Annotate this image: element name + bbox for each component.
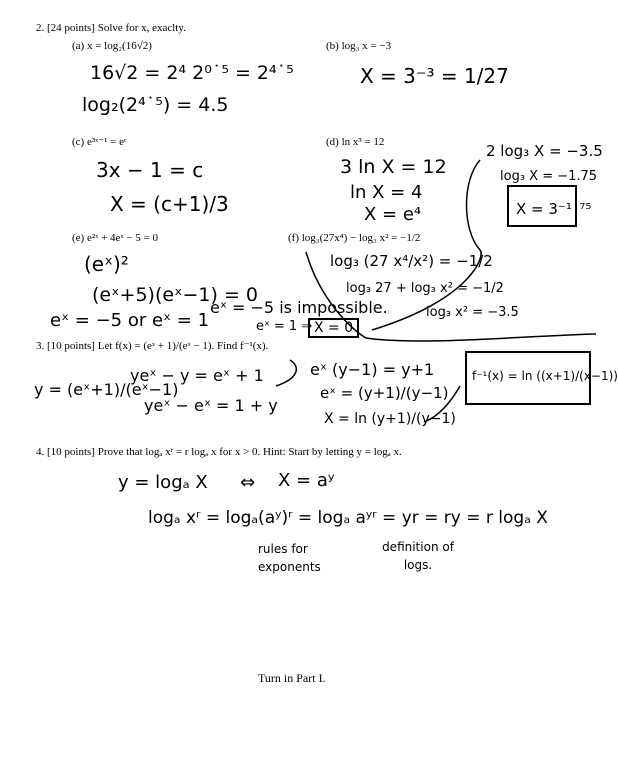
connector-2f	[372, 160, 481, 330]
work-3-line-4: eˣ (y−1) = y+1	[310, 360, 435, 379]
problem-3-header: 3. [10 points] Let f(x) = (eˣ + 1)/(eˣ − 1). Find f⁻¹(x).	[36, 340, 269, 352]
problem-2e-label: (e) e²ˣ + 4eˣ − 5 = 0	[72, 232, 158, 244]
answer-box-3	[466, 352, 590, 404]
answer-box-2f	[508, 186, 576, 226]
problem-2b-label: (b) log₃ x = −3	[326, 40, 392, 52]
work-3-line-6: X = ln (y+1)/(y−1)	[324, 411, 456, 427]
work-2f-line-2: log₃ 27 + log₃ x² = −1/2	[346, 281, 504, 296]
work-2b-line-1: X = 3⁻³ = 1/27	[360, 64, 509, 88]
work-2d-line-2: ln X = 4	[350, 182, 423, 203]
arrow-3b	[424, 386, 460, 422]
page-footer: Turn in Part I.	[258, 671, 326, 685]
problem-2c-label: (c) e³ˣ⁻¹ = eᶜ	[72, 136, 127, 148]
problem-2-header: 2. [24 points] Solve for x, exaclty.	[36, 22, 186, 34]
problem-4-header: 4. [10 points] Prove that logₐ xʳ = r logₐ x for x > 0. Hint: Start by letting y = logₐ x.	[36, 446, 402, 458]
work-2e-line-3: eˣ = −5 or eˣ = 1	[50, 310, 210, 331]
problem-2f-label: (f) log₃(27x⁴) − log₃ x² = −1/2	[288, 232, 421, 244]
work-3-answer: f⁻¹(x) = ln ((x+1)/(x−1))	[472, 369, 618, 383]
work-3-line-3: yeˣ − eˣ = 1 + y	[144, 396, 278, 415]
work-2d-line-3: X = e⁴	[364, 204, 422, 225]
work-2e-line-5: eˣ = 1 ⇒	[256, 319, 313, 334]
work-4-iff: ⇔	[240, 472, 256, 493]
work-2f-line-5: log₃ X = −1.75	[500, 169, 598, 184]
work-3-line-1: y = (eˣ+1)/(eˣ−1)	[34, 380, 179, 399]
work-3-line-2: yeˣ − y = eˣ + 1	[130, 366, 264, 385]
work-3-line-5: eˣ = (y+1)/(y−1)	[320, 384, 449, 402]
work-2f-line-4: 2 log₃ X = −3.5	[486, 142, 603, 160]
problem-2a-label: (a) x = log₂(16√2)	[72, 40, 152, 52]
work-4-line-2: X = aʸ	[278, 470, 335, 491]
work-2f-answer: X = 3⁻¹˙⁷⁵	[516, 200, 592, 218]
work-2e-line-4: eˣ = −5 is impossible.	[210, 298, 388, 317]
work-2c-line-1: 3x − 1 = c	[96, 158, 204, 182]
work-2a-line-1: 16√2 = 2⁴ 2⁰˙⁵ = 2⁴˙⁵	[90, 62, 294, 84]
work-2e-answer: X = 0	[308, 318, 359, 338]
work-4-line-3: logₐ xʳ = logₐ(aʸ)ʳ = logₐ aʸʳ = yr = ry = r logₐ X	[148, 508, 548, 528]
work-2f-line-1: log₃ (27 x⁴/x²) = −1/2	[330, 252, 493, 270]
problem-2d-label: (d) ln x³ = 12	[326, 136, 385, 148]
work-4-note-logs: definition of logs.	[382, 540, 454, 572]
work-2a-line-2: log₂(2⁴˙⁵) = 4.5	[82, 94, 229, 116]
work-4-line-1: y = logₐ X	[118, 472, 208, 493]
connector-2f-arc	[306, 252, 596, 341]
work-2e-line-2: (eˣ+5)(eˣ−1) = 0	[92, 284, 258, 306]
work-4-note-exponents: rules for exponents	[258, 542, 321, 574]
work-2c-line-2: X = (c+1)/3	[110, 192, 229, 216]
work-2f-line-3: log₃ x² = −3.5	[426, 305, 519, 320]
work-2d-line-1: 3 ln X = 12	[340, 156, 447, 178]
work-2e-line-1: (eˣ)²	[84, 252, 129, 276]
arrow-3a	[276, 360, 296, 386]
